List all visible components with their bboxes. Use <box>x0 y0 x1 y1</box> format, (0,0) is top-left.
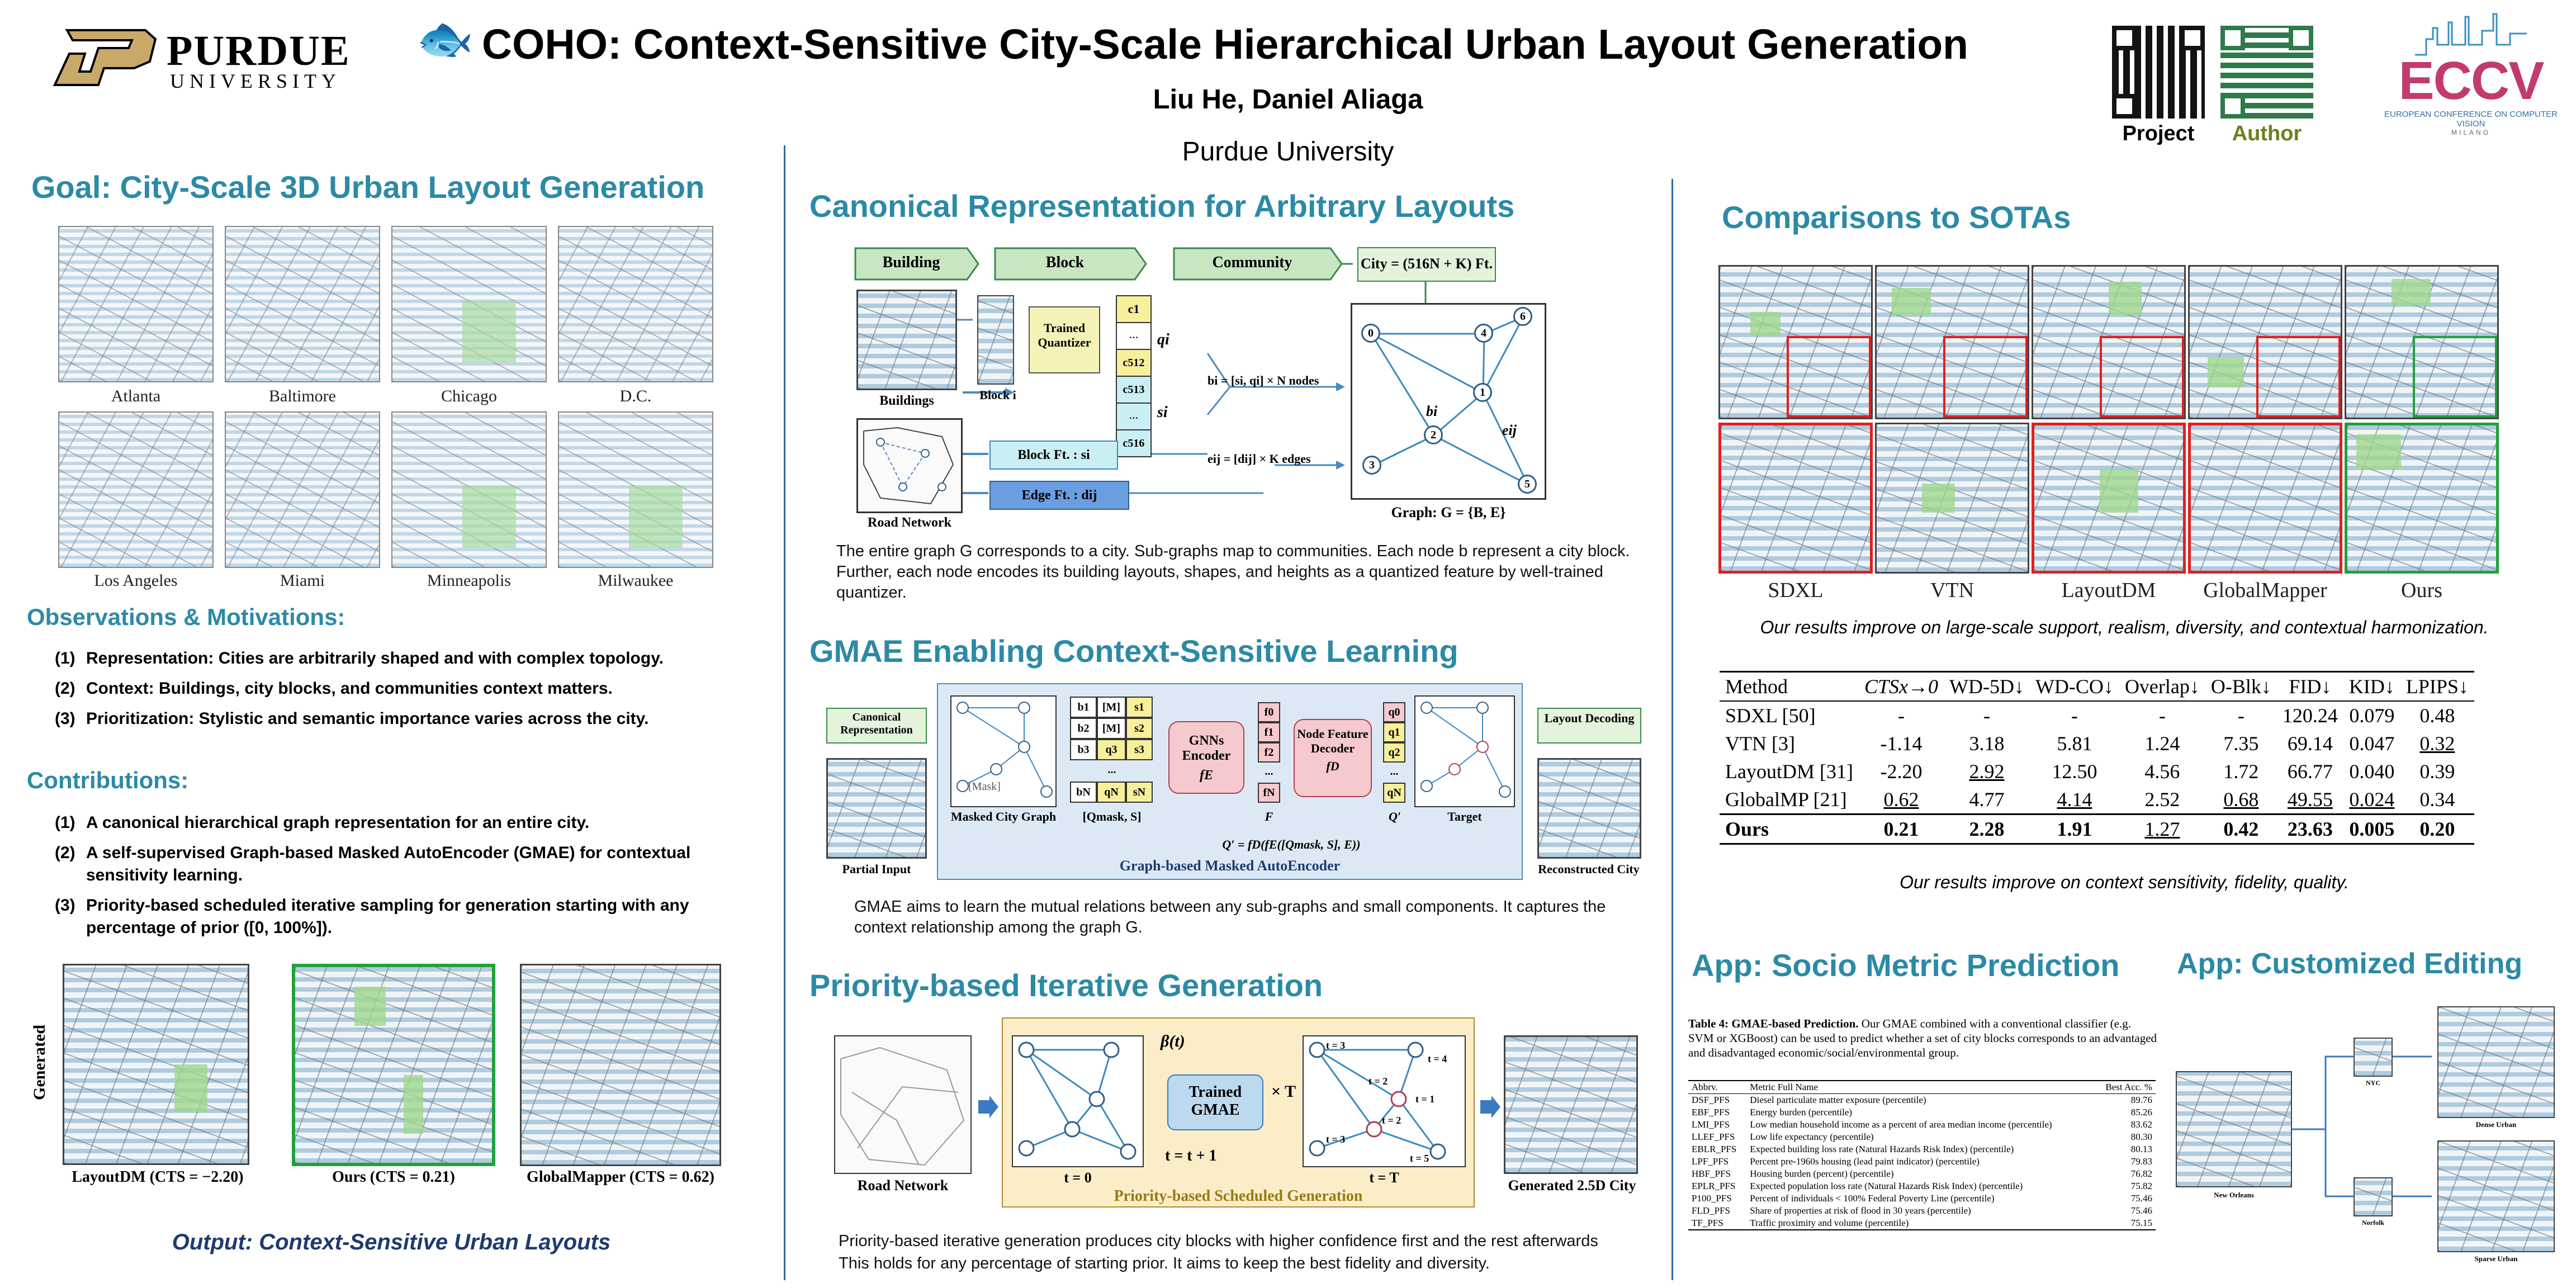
city-map-chicago <box>391 226 547 382</box>
column-header: KID↓ <box>2348 675 2395 698</box>
affiliation: Purdue University <box>1182 137 1394 167</box>
trained-gmae-box: Trained GMAE <box>1167 1074 1263 1130</box>
priority-caption-1: Priority-based iterative generation produces city blocks with higher confidence first and the rest afterwards <box>839 1232 1598 1250</box>
graph-node: 2 <box>1424 425 1443 444</box>
sota-map-sdxl-top <box>1718 265 1873 419</box>
city-map-milwaukee <box>558 411 713 568</box>
buildings-thumbnail <box>856 290 957 390</box>
table-row: P100_PFS Percent of individuals < 100% Federal Poverty Line (percentile) 75.46 <box>1692 1193 2152 1204</box>
priority-title: Priority-based Iterative Generation <box>809 968 1323 1003</box>
qi-label: qi <box>1157 331 1169 348</box>
norfolk-label: Norfolk <box>2362 1219 2384 1227</box>
graph-node: 0 <box>1361 324 1380 343</box>
block-feature-box: Block Ft. : si <box>989 441 1118 470</box>
output-map-globalmapper <box>520 964 721 1166</box>
partial-input-label: Partial Input <box>842 862 911 876</box>
sota-label: LayoutDM <box>2061 579 2156 602</box>
output-label: Ours (CTS = 0.21) <box>332 1168 455 1186</box>
generated-city-label: Generated 2.5D City <box>1508 1177 1636 1194</box>
author-qr-label: Author <box>2232 122 2302 145</box>
observations-list <box>55 647 759 738</box>
city-label: Chicago <box>441 387 497 405</box>
sota-map-ours-zoom <box>2345 423 2499 574</box>
arrow-right-icon <box>1478 1096 1500 1118</box>
graph-tT <box>1303 1035 1466 1167</box>
road-network-input-label: Road Network <box>857 1177 949 1194</box>
trained-quantizer-box: Trained Quantizer <box>1029 306 1100 373</box>
dense-urban-map <box>2437 1006 2555 1118</box>
time-label: t = 2 <box>1382 1115 1401 1126</box>
table-row: LMI_PFS Low median household income as a percent of area median income (percentile) 83.62 <box>1692 1119 2152 1130</box>
fish-icon: 🐟 <box>416 13 474 64</box>
city-map-miami <box>225 411 380 568</box>
gmae-band-label: Graph-based Masked AutoEncoder <box>1119 858 1341 874</box>
block-i-label: Block i <box>979 388 1016 402</box>
city-label: Los Angeles <box>94 571 178 590</box>
column-header: CTSx→0 <box>1864 675 1938 698</box>
contributions-title: Contributions: <box>27 767 189 793</box>
sota-label: VTN <box>1930 579 1974 602</box>
output-map-layoutdm <box>63 964 249 1165</box>
gnn-encoder-box: GNNs Encoder fE <box>1168 721 1244 794</box>
partial-input-thumbnail <box>826 758 927 859</box>
list-item: (3) Priority-based scheduled iterative sampling for generation starting with any percentage of prior ([0, 100%]). <box>55 896 689 937</box>
arrow-right-icon <box>976 1096 998 1118</box>
t0-label: t = 0 <box>1064 1169 1092 1186</box>
table-row: EPLR_PFS Expected population loss rate (Natural Hazards Risk Index) (percentile) 75.82 <box>1692 1181 2152 1191</box>
graph-node: 3 <box>1362 456 1381 475</box>
feature-column-q: q0 q1 q2 ... qN <box>1383 702 1405 803</box>
graph-node: 1 <box>1473 383 1492 402</box>
sota-caption: Our results improve on large-scale support, realism, diversity, and contextual harmonization. <box>1760 617 2489 637</box>
canonical-diagram <box>839 242 1565 543</box>
sota-label: SDXL <box>1768 579 1824 602</box>
target-graph <box>1414 695 1515 807</box>
city-graph <box>1351 303 1546 500</box>
editing-title: App: Customized Editing <box>2177 948 2523 980</box>
column-header: O-Blk↓ <box>2210 675 2271 698</box>
eij-edge-label: eij <box>1502 422 1517 438</box>
arrow-label-block: Block <box>1045 254 1085 271</box>
norfolk-map <box>2354 1177 2393 1216</box>
time-label: t = 3 <box>1326 1040 1346 1051</box>
results-table <box>1720 671 2474 845</box>
column-header: FID↓ <box>2289 675 2332 698</box>
mask-token-label: [Mask] <box>968 780 1001 793</box>
si-label: si <box>1157 404 1168 421</box>
generated-city-thumbnail <box>1504 1035 1638 1174</box>
dense-urban-label: Dense Urban <box>2475 1120 2517 1129</box>
column-header: Abbrv. <box>1692 1082 1718 1092</box>
layout-decoding-box: Layout Decoding <box>1537 708 1641 744</box>
output-map-ours <box>292 964 495 1166</box>
time-label: t = 4 <box>1428 1053 1447 1064</box>
sota-map-layoutdm-top <box>2032 265 2186 419</box>
node-decoder-box: Node Feature Decoder fD <box>1294 719 1372 797</box>
city-map-los-angeles <box>58 411 214 568</box>
buildings-label: Buildings <box>879 394 934 408</box>
observations-title: Observations & Motivations: <box>27 604 345 630</box>
priority-diagram <box>830 1015 1646 1211</box>
table-row: DSF_PFS Diesel particulate matter exposure (percentile) 89.76 <box>1692 1095 2152 1105</box>
poster-title: COHO: Context-Sensitive City-Scale Hierarchical Urban Layout Generation <box>482 21 1968 68</box>
city-map-atlanta <box>58 226 214 382</box>
q-prime-label: Q′ <box>1388 809 1401 823</box>
sota-map-globalmapper-top <box>2188 265 2342 419</box>
column-header: WD-5D↓ <box>1949 675 2024 698</box>
table-row: LayoutDM [31] -2.20 2.92 12.50 4.56 1.72 66.77 0.040 0.39 <box>1725 760 2455 783</box>
target-label: Target <box>1447 809 1482 823</box>
gmae-title: GMAE Enabling Context-Sensitive Learning <box>809 633 1459 669</box>
gmae-caption: GMAE aims to learn the mutual relations between any sub-graphs and small components. It captures the context relationship among the graph G. <box>854 898 1606 936</box>
list-item: (3) Prioritization: Stylistic and semantic importance varies across the city. <box>55 709 649 728</box>
times-t-label: × T <box>1271 1082 1296 1101</box>
city-label: Baltimore <box>269 387 336 405</box>
sota-map-sdxl-zoom <box>1718 423 1873 574</box>
column-divider-right <box>1671 179 1673 1280</box>
sota-map-vtn-top <box>1875 265 2029 419</box>
graph-node: 4 <box>1474 324 1493 343</box>
graph-node: 5 <box>1518 475 1537 494</box>
bi-equation: bi = [si, qi] × N nodes <box>1208 373 1319 387</box>
sota-map-globalmapper-zoom <box>2188 423 2342 574</box>
block-thumbnail <box>977 295 1014 385</box>
table-row: FLD_PFS Share of properties at risk of flood in 30 years (percentile) 75.46 <box>1692 1205 2152 1216</box>
column-divider-left <box>784 145 785 1280</box>
table-row: LPF_PFS Percent pre-1960s housing (lead paint indicator) (percentile) 79.83 <box>1692 1156 2152 1167</box>
sota-map-layoutdm-zoom <box>2032 423 2186 574</box>
graph-t0 <box>1012 1035 1144 1167</box>
time-label: t = 5 <box>1410 1153 1429 1164</box>
socio-metric-table <box>1688 1080 2156 1230</box>
table-row: EBLR_PFS Expected building loss rate (Natural Hazards Risk Index) (percentile) 80.13 <box>1692 1144 2152 1154</box>
edge-feature-box: Edge Ft. : dij <box>989 481 1129 510</box>
road-network-thumbnail <box>856 418 963 513</box>
authors: Liu He, Daniel Aliaga <box>1153 84 1423 115</box>
sota-map-ours-top <box>2345 265 2499 419</box>
new-orleans-map <box>2176 1071 2292 1187</box>
gmae-diagram <box>822 680 1649 881</box>
time-label: t = 3 <box>1326 1134 1346 1145</box>
eccv-subtitle: EUROPEAN CONFERENCE ON COMPUTER VISION <box>2384 110 2558 129</box>
arrow-label-building: Building <box>882 254 940 271</box>
arrow-label-community: Community <box>1212 254 1292 271</box>
column-header: Method <box>1725 675 1788 698</box>
nyc-label: NYC <box>2366 1079 2380 1087</box>
project-qr-code[interactable] <box>2112 26 2205 119</box>
city-map-minneapolis <box>391 411 547 568</box>
header <box>0 0 2576 168</box>
time-label: t = 2 <box>1368 1076 1388 1087</box>
city-label: Miami <box>280 571 325 590</box>
city-label: Milwaukee <box>598 571 674 590</box>
sparse-urban-label: Sparse Urban <box>2474 1254 2518 1263</box>
f-label: F <box>1265 809 1273 823</box>
nyc-map <box>2354 1038 2393 1077</box>
sota-title: Comparisons to SOTAs <box>1722 200 2071 235</box>
sota-label: Ours <box>2401 579 2442 602</box>
sota-label: GlobalMapper <box>2203 579 2327 602</box>
list-item: (2) A self-supervised Graph-based Masked AutoEncoder (GMAE) for contextual sensitivity learning. <box>55 844 691 884</box>
project-qr-label: Project <box>2122 122 2195 145</box>
table-caption: Our results improve on context sensitivity, fidelity, quality. <box>1900 872 2349 892</box>
city-map-dc <box>558 226 713 382</box>
canonical-caption: The entire graph G corresponds to a city. Sub-graphs map to communities. Each node b represent a city block. Further, each node encodes its building layouts, shapes, and heights as a quantized feature by well-trained quantizer. <box>836 542 1630 602</box>
graph-node: 6 <box>1513 307 1532 326</box>
column-header: Best Acc. % <box>2105 1082 2152 1092</box>
canonical-representation-box: Canonical Representation <box>826 708 927 744</box>
t-next-label: t = t + 1 <box>1165 1147 1217 1164</box>
table-row: EBF_PFS Energy burden (percentile) 85.26 <box>1692 1107 2152 1117</box>
table-row: SDXL [50] - - - - - 120.24 0.079 0.48 <box>1725 704 2455 727</box>
reconstructed-city-label: Reconstructed City <box>1538 862 1640 876</box>
canonical-title: Canonical Representation for Arbitrary Layouts <box>809 188 1515 224</box>
qmask-label: [Qmask, S] <box>1082 809 1142 823</box>
gmae-equation: Q′ = fD(fE([Qmask, S], E)) <box>1222 837 1361 851</box>
author-qr-code[interactable] <box>2220 26 2313 119</box>
eccv-logo <box>2370 11 2572 145</box>
sparse-urban-map <box>2437 1140 2555 1252</box>
graph-label: Graph: G = {B, E} <box>1391 504 1506 520</box>
tT-label: t = T <box>1369 1169 1399 1186</box>
eccv-wordmark: ECCV <box>2398 51 2544 111</box>
table-row: GlobalMP [21] 0.62 4.77 4.14 2.52 0.68 49.55 0.024 0.34 <box>1725 788 2455 811</box>
sota-map-vtn-zoom <box>1875 423 2029 574</box>
purdue-logo <box>50 27 386 92</box>
city-label: Atlanta <box>111 387 161 405</box>
purdue-p-icon <box>50 27 162 88</box>
masked-graph-label: Masked City Graph <box>950 809 1057 823</box>
feature-column-f: f0 f1 f2 ... fN <box>1258 702 1280 803</box>
contributions-list <box>55 812 742 947</box>
generated-axis-label: Generated <box>30 1025 49 1100</box>
column-header: LPIPS↓ <box>2405 675 2469 698</box>
time-label: t = 1 <box>1415 1093 1435 1105</box>
eij-equation: eij = [dij] × K edges <box>1208 452 1311 466</box>
new-orleans-label: New Orleans <box>2214 1191 2254 1199</box>
masked-graph <box>950 695 1057 807</box>
city-label: D.C. <box>619 387 652 405</box>
column-header: Metric Full Name <box>1750 1082 1819 1092</box>
goal-title: Goal: City-Scale 3D Urban Layout Generation <box>31 169 705 205</box>
column-header: Overlap↓ <box>2124 675 2200 698</box>
codebook: c1 ... c512 c513 ... c516 <box>1116 295 1152 457</box>
output-caption: Output: Context-Sensitive Urban Layouts <box>172 1230 611 1254</box>
reconstructed-city-thumbnail <box>1537 758 1641 859</box>
eccv-city: MILANO <box>2451 129 2490 136</box>
road-network-input <box>834 1035 972 1174</box>
list-item: (2) Context: Buildings, city blocks, and communities context matters. <box>55 679 613 698</box>
table-row: HBF_PFS Housing burden (percent) (percentile) 76.82 <box>1692 1168 2152 1179</box>
purdue-submark: UNIVERSITY <box>170 70 341 92</box>
skyline-icon <box>2415 11 2527 56</box>
table4-caption: Table 4: GMAE-based Prediction. Our GMAE combined with a conventional classifier (e.g. SVM or XGBoost) can be used to predict whether a set of city blocks corresponds to an advantaged and disadvantaged economic/social/environmental group. <box>1688 1017 2157 1059</box>
city-label: Minneapolis <box>427 571 511 590</box>
priority-band-label: Priority-based Scheduled Generation <box>1114 1187 1363 1205</box>
table-row: VTN [3] -1.14 3.18 5.81 1.24 7.35 69.14 0.047 0.32 <box>1725 732 2455 755</box>
socio-title: App: Socio Metric Prediction <box>1692 948 2120 983</box>
output-label: GlobalMapper (CTS = 0.62) <box>527 1168 714 1186</box>
purdue-wordmark: PURDUE <box>167 27 351 74</box>
list-item: (1) Representation: Cities are arbitrarily shaped and with complex topology. <box>55 649 664 667</box>
table-row: LLEF_PFS Low life expectancy (percentile) 80.30 <box>1692 1131 2152 1142</box>
output-label: LayoutDM (CTS = −2.20) <box>72 1168 244 1186</box>
priority-caption-2: This holds for any percentage of starting prior. It aims to keep the best fidelity and diversity. <box>839 1254 1490 1272</box>
beta-label: β(t) <box>1161 1032 1185 1050</box>
editing-figure <box>2175 1001 2566 1269</box>
city-map-baltimore <box>225 226 380 382</box>
list-item: (1) A canonical hierarchical graph representation for an entire city. <box>55 813 590 832</box>
table-row-ours: Ours 0.21 2.28 1.91 1.27 0.42 23.63 0.005 0.20 <box>1720 815 2474 844</box>
token-table: b1 [M] s1 b2 [M] s2 b3 q3 s3 ... bN qN sN <box>1070 697 1154 803</box>
city-features-box: City = (516N + K) Ft. <box>1357 247 1496 282</box>
table-row: TF_PFS Traffic proximity and volume (percentile) 75.15 <box>1688 1217 2156 1230</box>
column-header: WD-CO↓ <box>2035 675 2114 698</box>
bi-node-label: bi <box>1426 403 1438 419</box>
road-network-label: Road Network <box>868 515 951 530</box>
